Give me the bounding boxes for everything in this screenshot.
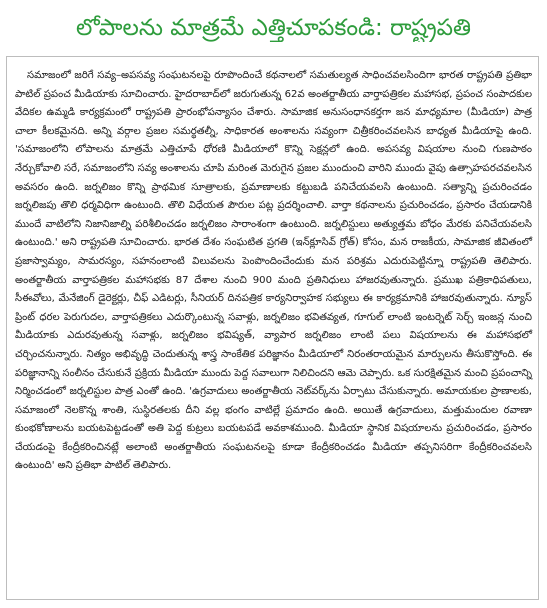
article-headline: లోపాలను మాత్రమే ఎత్తిచూపకండి: రాష్ట్రపతి <box>76 15 471 41</box>
article-body: సమాజంలో జరిగే సవ్య–అపసవ్య సంఘటనలపై రూపొందించే కథనాలలో సమతుల్యత సాధించవలసిందిగా భారత రాష్ట్రపతి ప్రతిభా పాటిల్ ప్రపంచ మీడియాకు సూచించారు. హైదరాబాద్‌లో జరుగుతున్న 62వ అంతర్జాతీయ వార్తాపత్రికల మహాసభ, ప్రపంచ సంపాదకుల వేదికల ఉమ్మడి కార్యక్రమంలో రాష్ట్రపతి ప్రారంభోపన్యాసం చేశారు. సామాజిక అనుసంధానకర్తగా జన మాధ్యమాల (మీడియా) పాత్ర చాలా కీలకమైనది. అన్ని వర్గాల ప్రజల సమర్థతల్నీ, సాధికారత అంశాలను సవ్యంగా చిత్రీకరించవలసిన బాధ్యత మీడియాపై ఉంది. 'సమాజంలోని లోపాలను మాత్రమే ఎత్తిచూపే ధోరణి మీడియాలో కొన్ని సెక్షన్లలో ఉంది. అపసవ్య విషయాల నుంచి గుణపాఠం నేర్చుకోవాలి సరే, సమాజంలోని సవ్య అంశాలను చూపి మరింత మెరుగైన ప్రజల ముందుంచి వారిని ముందు వైపు ఉత్సాహపరచవలసిన అవసరం ఉంది. జర్నలిజం కొన్ని ప్రాథమిక సూత్రాలకు, ప్రమాణాలకు కట్టుబడి పనిచేయవలసి ఉంటుంది. సత్యాన్ని ప్రచురించడం జర్నలిజపు తొలి ధర్మవిధిగా ఉంటుంది. తొలి విధేయత పౌరుల పట్ల ప్రదర్శించాలి. వార్తా కథనాలను ప్రచురించడం, ప్రసారం చేయడానికి ముందే వాటిలోని నిజానిజాల్ని పరిశీలించడం జర్నలిజం సారాంశంగా ఉంటుంది. జర్నలిస్టులు అత్యుత్తమ బోధం మేరకు పనిచేయవలసి ఉంటుంది.' అని రాష్ట్రపతి సూచించారు. భారత దేశం సంఘటిత ప్రగతి (ఇన్‌క్లూసివ్ గ్రోత్) కోసం, మన రాజకీయ, సామాజిక జీవితంలో ప్రజాస్వామ్యం, సామరస్యం, సహనంలాంటి విలువలను పెంపొందించేందుకు మన పరిశ్రమ ఎదురుపెట్టిన్నూ రాష్ట్రపతి తెలిపారు. అంతర్జాతీయ వార్తాపత్రికల మహాసభకు 87 దేశాల నుంచి 900 మంది ప్రతినిధులు హాజరవుతున్నారు. ప్రముఖ పత్రికాధిపతులు, సీఈవోలు, మేనేజింగ్ డైరెక్టర్లు, చీఫ్ ఎడిటర్లు, సీనియర్ దినపత్రిక కార్యనిర్వాహక సభ్యులు ఈ కార్యక్రమానికి హాజరవుతున్నారు. న్యూస్ ప్రింట్ ధరల పెరుగుదల, వార్తాపత్రికలు ఎదుర్కొంటున్న సవాళ్లు, జర్నలిజం భవితవ్యత, గూగుల్ లాంటి ఇంటర్నెట్ సెర్చ్ ఇంజన్ల నుంచి మీడియాకు ఎదురవుతున్న సవాళ్లు, జర్నలిజం భవిష్యత్, వ్యాపార జర్నలిజం లాంటి పలు విషయాలను ఈ మహాసభలో చర్చించనున్నారు. నిత్యం అభివృద్ధి చెందుతున్న శాస్త్ర సాంకేతిక పరిజ్ఞానం మీడియాలో నిరంతరాయమైన మార్పులను తీసుకొస్తోంది. ఈ పరిజ్ఞానాన్ని సంలీనం చేసుకునే ప్రక్రియ మీడియా ముందు పెద్ద సవాలుగా నిలిచిందని ఆమె చెప్పారు. ఒక సురక్షితమైన మంచి ప్రపంచాన్ని నిర్మించడంలో జర్నలిస్టుల పాత్ర ఎంతో ఉంది. 'ఉగ్రవాదులు అంతర్జాతీయ నెట్‌వర్క్‌ను ఏర్పాటు చేసుకున్నారు. అమాయకుల ప్రాణాలకు, సమాజంలో నెలకొన్న శాంతి, సుస్థిరతలకు దీని వల్ల భంగం వాటిల్లే ప్రమాదం ఉంది. అయితే ఉగ్రవాదులు, మత్తుమందుల రవాణా కుంభకోణాలను బయటపెట్టడంతో అతి పెద్ద కుట్రలు బయటపడే అవకాశముంది. మీడియా స్థానిక విషయాలను ప్రచురించడం, ప్రసారం చేయడంపై కేంద్రీకరించినట్లే అలాంటి అంతర్జాతీయ సంఘటనలపై కూడా కేంద్రీకరించడం మీడియా తప్పనిసరిగా కేంద్రీకరించవలసి ఉంటుంది' అని ప్రతిభా పాటిల్ తెలిపారు. <box>15 70 532 472</box>
article-box <box>6 56 539 600</box>
